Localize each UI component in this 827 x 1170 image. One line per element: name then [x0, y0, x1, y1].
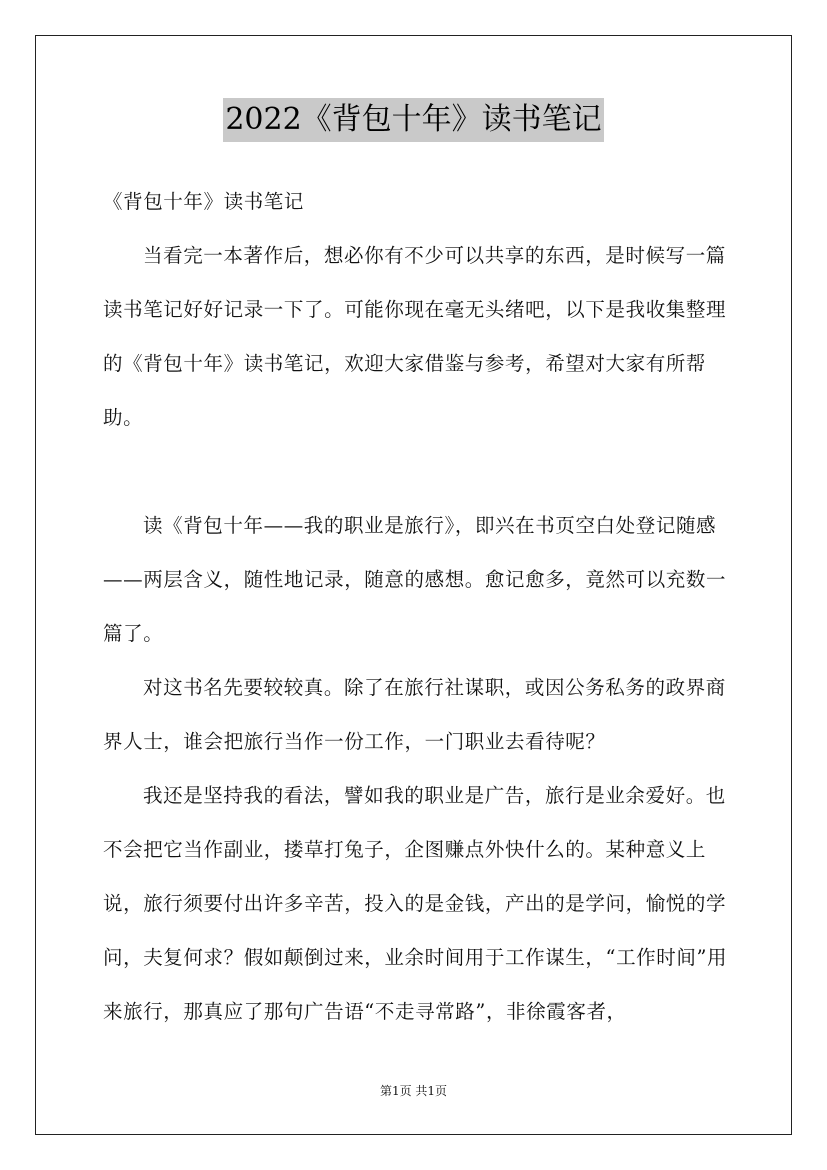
paragraph-2: 对这书名先要较较真。除了在旅行社谋职，或因公务私务的政界商界人士，谁会把旅行当作一份工作，一门职业去看待呢？ [103, 676, 726, 753]
page-number-label: 第1页 共1页 [379, 1084, 448, 1098]
document-title-wrapper [0, 98, 827, 142]
paragraph-3: 我还是坚持我的看法，譬如我的职业是广告，旅行是业余爱好。也不会把它当作副业，搂草打兔子，企图赚点外快什么的。某种意义上说，旅行须要付出许多辛苦，投入的是金钱，产出的是学问，愉悦的学问，夫复何求？假如颠倒过来，业余时间用于工作谋生，“工作时间”用来旅行，那真应了那句广告语“不走寻常路”，非徐霞客者， [103, 784, 728, 1023]
document-body [103, 175, 728, 1039]
page-footer [0, 1082, 827, 1099]
paragraph-intro: 当看完一本著作后，想必你有不少可以共享的东西，是时候写一篇读书笔记好好记录一下了。可能你现在毫无头绪吧，以下是我收集整理的《背包十年》读书笔记，欢迎大家借鉴与参考，希望对大家有所帮助。 [103, 244, 727, 429]
document-subtitle: 《背包十年》读书笔记 [103, 190, 305, 213]
paragraph-1: 读《背包十年——我的职业是旅行》，即兴在书页空白处登记随感——两层含义，随性地记录，随意的感想。愈记愈多，竟然可以充数一篇了。 [103, 514, 727, 645]
document-title: 2022《背包十年》读书笔记 [223, 98, 603, 142]
